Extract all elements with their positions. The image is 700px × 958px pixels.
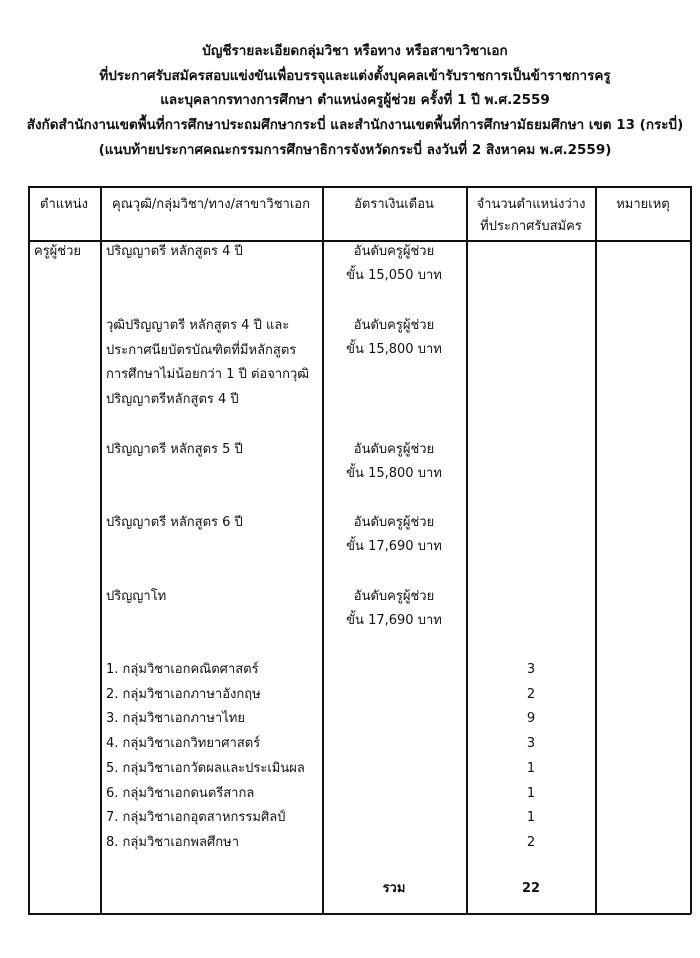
subject-name: 7. กลุ่มวิชาเอกอุตสาหกรรมศิลป์	[106, 810, 286, 826]
subject-vacancy-count: 9	[526, 711, 536, 727]
salary-line: ขั้น 17,690 บาท	[346, 539, 442, 554]
qualification-line: การศึกษาไม่น้อยกว่า 1 ปี ต่อจากวุฒิ	[106, 367, 310, 382]
salary-line: ขั้น 15,800 บาท	[346, 466, 442, 481]
subject-vacancy-count: 1	[526, 760, 536, 776]
total-label: รวม	[382, 881, 406, 896]
title-line: ที่ประกาศรับสมัครสอบแข่งขันเพื่อบรรจุและแต่งตั้งบุคคลเข้ารับราชการเป็นข้าราชการครู	[99, 68, 611, 84]
qualification-line: ปริญญาตรี หลักสูตร 4 ปี	[106, 244, 243, 259]
header-salary: อัตราเงินเดือน	[354, 197, 434, 212]
subject-vacancy-count: 2	[526, 834, 536, 850]
title-line: สังกัดสำนักงานเขตพื้นที่การศึกษาประถมศึกษากระบี่ และสำนักงานเขตพื้นที่การศึกษามัธยมศึกษา เขต 13 (กระบี่)	[26, 117, 684, 133]
salary-line: อันดับครูผู้ช่วย	[353, 515, 435, 530]
subject-name: 1. กลุ่มวิชาเอกคณิตศาสตร์	[106, 662, 259, 677]
subject-name: 5. กลุ่มวิชาเอกวัดผลและประเมินผล	[106, 760, 305, 776]
subject-vacancy-count: 3	[526, 662, 536, 677]
qualification-line: ปริญญาตรีหลักสูตร 4 ปี	[106, 391, 239, 407]
subject-name: 3. กลุ่มวิชาเอกภาษาไทย	[106, 711, 245, 727]
salary-line: อันดับครูผู้ช่วย	[353, 318, 435, 333]
subject-vacancy-count: 2	[526, 686, 536, 702]
salary-line: ขั้น 17,690 บาท	[346, 613, 442, 628]
qualification-line: ปริญญาตรี หลักสูตร 5 ปี	[106, 442, 243, 457]
header-remarks: หมายเหตุ	[616, 197, 670, 212]
subject-name: 6. กลุ่มวิชาเอกดนตรีสากล	[106, 785, 255, 801]
subject-name: 2. กลุ่มวิชาเอกภาษาอังกฤษ	[106, 686, 261, 702]
subject-vacancy-count: 3	[526, 736, 536, 752]
qualification-line: ประกาศนียบัตรบัณฑิตที่มีหลักสูตร	[106, 342, 297, 358]
subject-vacancy-count: 1	[526, 810, 536, 826]
subject-vacancy-count: 1	[526, 785, 536, 801]
title-line: บัญชีรายละเอียดกลุ่มวิชา หรือทาง หรือสาขาวิชาเอก	[202, 43, 508, 59]
header-position: ตำแหน่ง	[40, 197, 88, 212]
header-vacancies: จำนวนตำแหน่งว่าง	[476, 197, 586, 212]
salary-line: ขั้น 15,050 บาท	[346, 268, 442, 283]
salary-line: อันดับครูผู้ช่วย	[353, 244, 435, 259]
salary-line: อันดับครูผู้ช่วย	[353, 442, 435, 457]
header-qualification: คุณวุฒิ/กลุ่มวิชา/ทาง/สาขาวิชาเอก	[112, 197, 310, 212]
salary-line: อันดับครูผู้ช่วย	[353, 589, 435, 604]
header-vacancies-2: ที่ประกาศรับสมัคร	[480, 219, 582, 234]
qualification-line: วุฒิปริญญาตรี หลักสูตร 4 ปี และ	[106, 318, 290, 333]
title-line: (แนบท้ายประกาศคณะกรรมการศึกษาธิการจังหวัดกระบี่ ลงวันที่ 2 สิงหาคม พ.ศ.2559)	[98, 142, 612, 158]
title-line: และบุคลากรทางการศึกษา ตำแหน่งครูผู้ช่วย ครั้งที่ 1 ปี พ.ศ.2559	[160, 92, 550, 108]
total-value: 22	[521, 881, 541, 896]
qualification-line: ปริญญาตรี หลักสูตร 6 ปี	[106, 515, 243, 530]
qualification-line: ปริญญาโท	[106, 589, 167, 604]
subject-name: 4. กลุ่มวิชาเอกวิทยาศาสตร์	[106, 736, 261, 752]
subject-name: 8. กลุ่มวิชาเอกพลศึกษา	[106, 834, 240, 850]
salary-line: ขั้น 15,800 บาท	[346, 342, 442, 357]
position-cell: ครูผู้ช่วย	[34, 244, 82, 259]
